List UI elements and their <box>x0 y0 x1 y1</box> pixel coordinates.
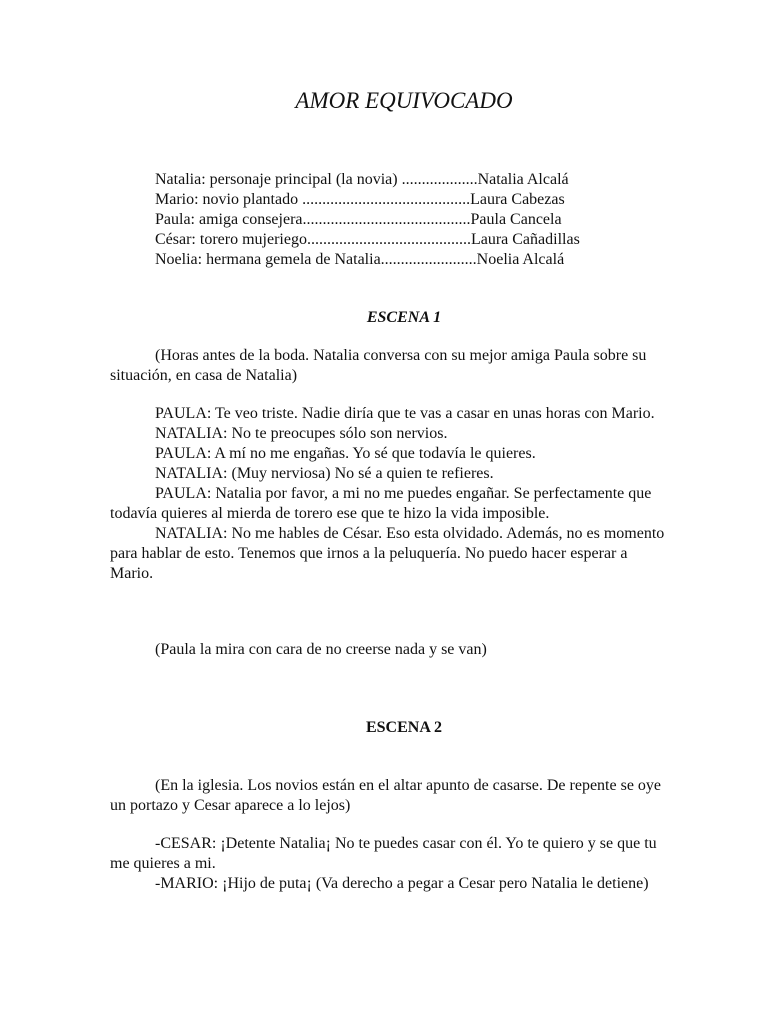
scene-1-closing-block <box>110 640 670 660</box>
scene-2-intro-block <box>110 776 670 816</box>
cast-list <box>155 170 580 270</box>
dialogue-line: -CESAR: ¡Detente Natalia¡ No te puedes casar con él. Yo te quiero y se que tu me quieres a mi. <box>110 835 657 872</box>
scene-1-dialogue <box>110 404 670 584</box>
dialogue-line: NATALIA: No te preocupes sólo son nervios. <box>155 425 448 442</box>
scene-2-stage-direction: (En la iglesia. Los novios están en el altar apunto de casarse. De repente se oye un portazo y Cesar aparece a lo lejos) <box>110 777 662 814</box>
cast-entry-paula: Paula: amiga consejera..........................................Paula Cancela <box>155 211 562 228</box>
dialogue-line: NATALIA: No me hables de César. Eso esta olvidado. Además, no es momento para hablar de esto. Tenemos que irnos a la peluquería. No puedo hacer esperar a Mario. <box>110 525 665 582</box>
scene-2-dialogue <box>110 834 670 894</box>
cast-entry-natalia: Natalia: personaje principal (la novia) ...................Natalia Alcalá <box>155 171 569 188</box>
cast-entry-cesar: César: torero mujeriego.........................................Laura Cañadillas <box>155 231 580 248</box>
cast-entry-mario: Mario: novio plantado ..........................................Laura Cabezas <box>155 191 565 208</box>
document-title: AMOR EQUIVOCADO <box>295 88 513 113</box>
scene-1-intro-block <box>110 346 670 386</box>
dialogue-line: PAULA: Natalia por favor, a mi no me puedes engañar. Se perfectamente que todavía quieres al mierda de torero ese que te hizo la vida imposible. <box>110 485 652 522</box>
scene-1-stage-direction: (Horas antes de la boda. Natalia conversa con su mejor amiga Paula sobre su situación, en casa de Natalia) <box>110 347 647 384</box>
scene-2-heading: ESCENA 2 <box>365 719 443 736</box>
scene-1-heading: ESCENA 1 <box>366 309 442 326</box>
dialogue-line: PAULA: A mí no me engañas. Yo sé que todavía le quieres. <box>155 445 536 462</box>
dialogue-line: -MARIO: ¡Hijo de puta¡ (Va derecho a pegar a Cesar pero Natalia le detiene) <box>155 875 649 892</box>
scene-1-closing-direction: (Paula la mira con cara de no creerse nada y se van) <box>155 641 487 658</box>
dialogue-line: NATALIA: (Muy nerviosa) No sé a quien te refieres. <box>155 465 494 482</box>
cast-entry-noelia: Noelia: hermana gemela de Natalia........................Noelia Alcalá <box>155 251 565 268</box>
dialogue-line: PAULA: Te veo triste. Nadie diría que te vas a casar en unas horas con Mario. <box>155 405 655 422</box>
